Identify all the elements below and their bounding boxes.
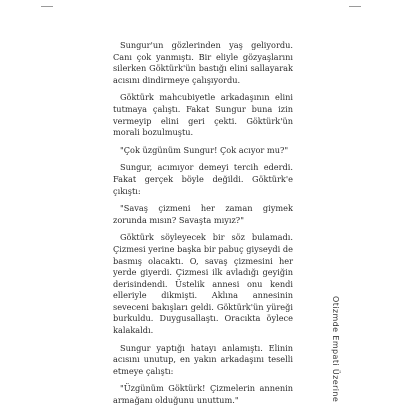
paragraph-3: "Çok üzgünüm Sungur! Çok acıyor mu?" (120, 144, 289, 155)
top-left-rule (41, 6, 53, 7)
body-text (113, 40, 293, 413)
paragraph-6: Göktürk söyleyecek bir söz bulamadı. Çizmesi yerine başka bir pabuç giyseydi de basmış olacaktı. O, savaş çizmesini her yerde giyerdi. Çizmesi ilk avladığı geyiğin derisindendi. Üstelik annesi onu kendi elleriyle dikmişti. Aklına annesinin seveceni bakışları geldi. Göktürk'ün yüreği burkuldu. Duygusallaştı. Oracıkta öylece kalakaldı. (113, 232, 293, 336)
paragraph-7: Sungur yaptığı hatayı anlamıştı. Elinin acısını unutup, en yakın arkadaşını teselli etmeye çalıştı: (113, 342, 293, 376)
paragraph-4: Sungur, acımıyor demeyi tercih ederdi. Fakat gerçek böyle değildi. Göktürk'e çıkıştı: (113, 162, 293, 196)
top-right-rule (349, 6, 361, 7)
paragraph-1: Sungur'un gözlerinden yaş geliyordu. Canı çok yanmıştı. Bir eliyle gözyaşlarını silerken Göktürk'ün bastığı elini sallayarak acısını dindirmeye çalışıyordu. (113, 40, 293, 85)
paragraph-8: "Üzgünüm Göktürk! Çizmelerin annenin armağanı olduğunu unuttum." (113, 383, 293, 406)
paragraph-2: Göktürk mahcubiyetle arkadaşının elini tutmaya çalıştı. Fakat Sungur buna izin vermeyip elini geri çekti. Göktürk'ün morali bozulmuştu. (113, 92, 293, 138)
paragraph-5: "Savaş çizmeni her zaman giymek zorunda mısın? Savaşta mıyız?" (113, 203, 293, 225)
running-book-title: Otizmde Empati Üzerine (331, 296, 340, 403)
